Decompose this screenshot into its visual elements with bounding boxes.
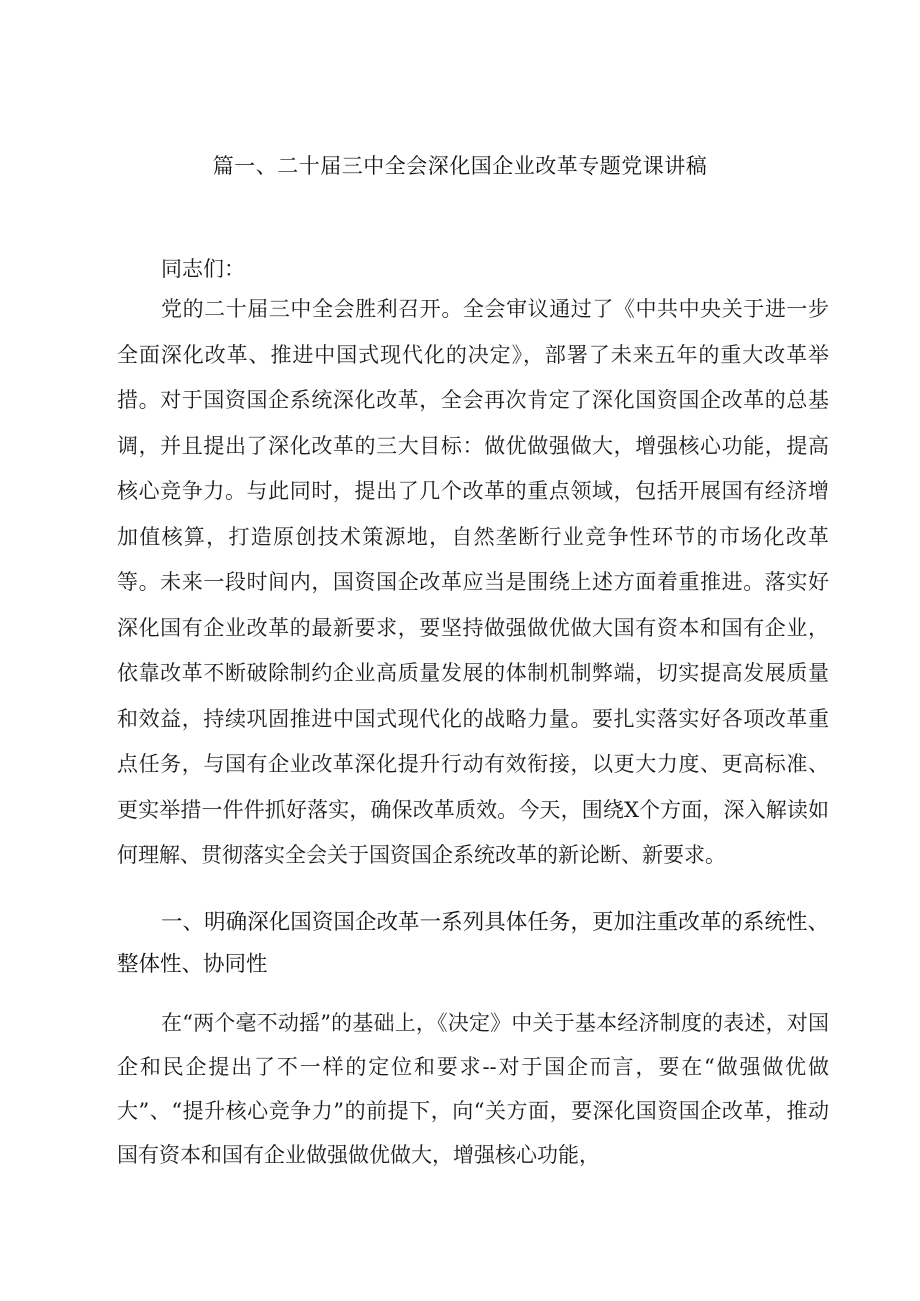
document-title: 篇一、二十届三中全会深化国企业改革专题党课讲稿 bbox=[212, 154, 708, 178]
section-heading-1: 一、明确深化国资国企改革一系列具体任务，更加注重改革的系统性、整体性、协同性 bbox=[117, 910, 829, 977]
salutation: 同志们： bbox=[161, 257, 245, 281]
paragraph-intro: 党的二十届三中全会胜利召开。全会审议通过了《中共中央关于进一步全面深化改革、推进中国式现代化的决定》，部署了未来五年的重大改革举措。对于国资国企系统深化改革，全会再次肯定了深化国资国企改革的总基调，并且提出了深化改革的三大目标：做优做强做大，增强核心功能，提高核心竞争力。与此同时，提出了几个改革的重点领域，包括开展国有经济增加值核算，打造原创技术策源地，自然垄断行业竞争性环节的市场化改革等。未来一段时间内，国资国企改革应当是围绕上述方面着重推进。落实好深化国有企业改革的最新要求，要坚持做强做优做大国有资本和国有企业，依靠改革不断破除制约企业高质量发展的体制机制弊端，切实提高发展质量和效益，持续巩固推进中国式现代化的战略力量。要扎实落实好各项改革重点任务，与国有企业改革深化提升行动有效衔接，以更大力度、更高标准、更实举措一件件抓好落实，确保改革质效。今天，围绕X个方面，深入解读如何理解、贯彻落实全会关于国资国企系统改革的新论断、新要求。 bbox=[117, 297, 829, 867]
paragraph-section-1: 在“两个毫不动摇”的基础上，《决定》中关于基本经济制度的表述，对国企和民企提出了不一样的定位和要求--对于国企而言，要在“做强做优做大”、“提升核心竞争力”的前提下，向“关方面，要深化国资国企改革，推动国有资本和国有企业做强做优做大，增强核心功能， bbox=[117, 1011, 829, 1167]
